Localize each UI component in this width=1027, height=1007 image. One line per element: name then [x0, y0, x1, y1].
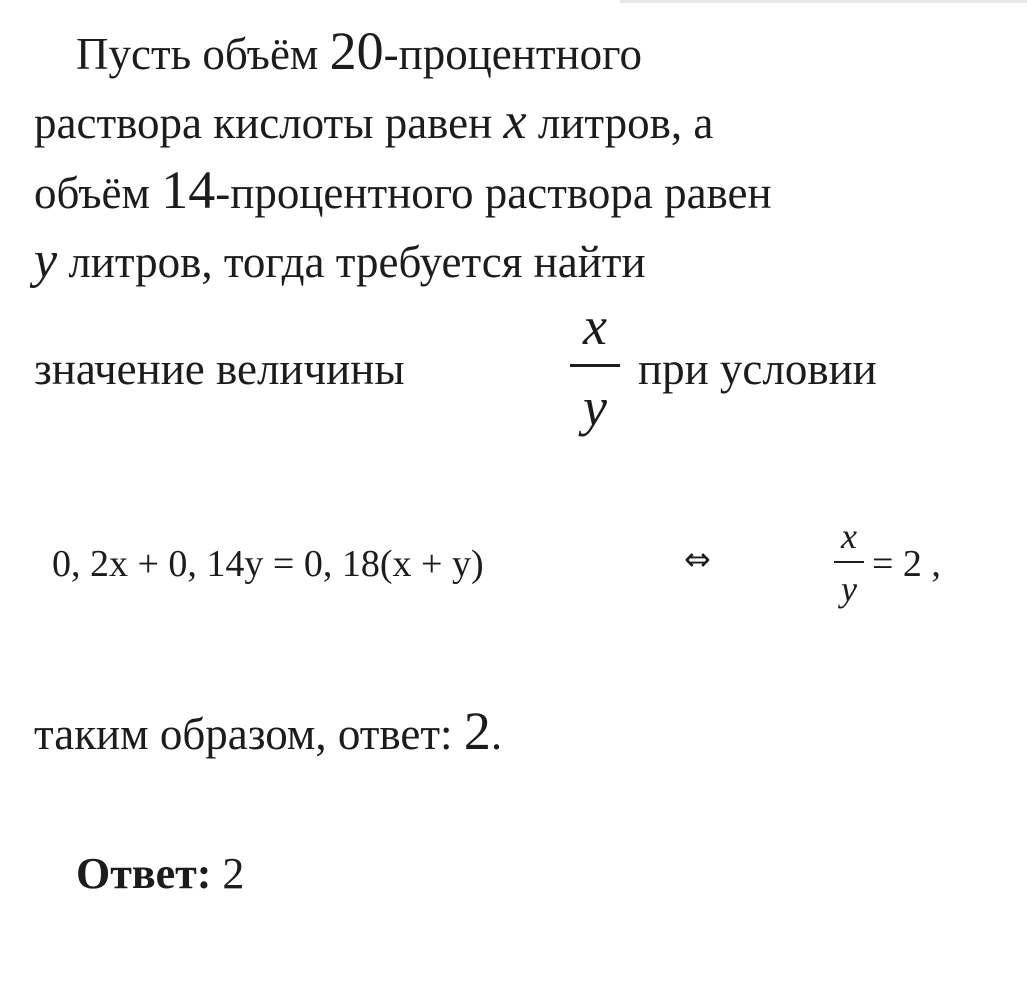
text-line-2	[34, 88, 1019, 157]
fraction-bar	[570, 364, 620, 367]
equivalence-arrow: ⇔	[684, 540, 711, 578]
text-line-3	[34, 157, 1019, 227]
math-variable: x	[503, 93, 527, 150]
equation-right-side: = 2 ,	[872, 543, 941, 585]
conclusion-line	[34, 700, 502, 762]
top-divider	[620, 0, 1027, 3]
fraction-denominator: y	[841, 569, 857, 609]
text-fragment: литров, а	[526, 98, 714, 148]
problem-paragraph	[34, 18, 1019, 446]
fraction-bar	[834, 561, 864, 563]
answer-label: Ответ:	[76, 849, 212, 898]
math-number: 14	[161, 160, 216, 220]
equation-left-side: 0, 2x + 0, 14y = 0, 18(x + y)	[52, 543, 484, 585]
fraction-denominator: y	[583, 377, 607, 437]
text-line-4	[34, 227, 1019, 296]
conclusion-text: таким образом, ответ:	[34, 709, 464, 759]
text-fragment: при условии	[638, 344, 877, 394]
text-fragment: литров, тогда требуется найти	[57, 237, 646, 287]
fraction-x-over-y	[570, 296, 620, 437]
conclusion-period: .	[490, 709, 503, 759]
text-fragment: раствора кислоты равен	[34, 98, 504, 148]
answer-line	[76, 848, 244, 899]
math-number: 20	[329, 21, 384, 81]
fraction-numerator: x	[583, 296, 607, 356]
text-line-1	[34, 18, 1019, 88]
fraction-numerator: x	[841, 516, 857, 556]
conclusion-value: 2	[463, 701, 491, 761]
display-equation	[52, 516, 992, 618]
text-line-5	[34, 296, 1019, 446]
math-variable: y	[34, 232, 58, 289]
text-fragment: -процентного	[383, 29, 642, 79]
text-fragment: объём	[34, 168, 162, 218]
answer-value: 2	[222, 849, 245, 898]
text-fragment: -процентного раствора равен	[215, 168, 772, 218]
text-fragment: значение величины	[34, 344, 405, 394]
equation-fraction	[834, 516, 864, 609]
text-fragment: Пусть объём	[76, 29, 330, 79]
